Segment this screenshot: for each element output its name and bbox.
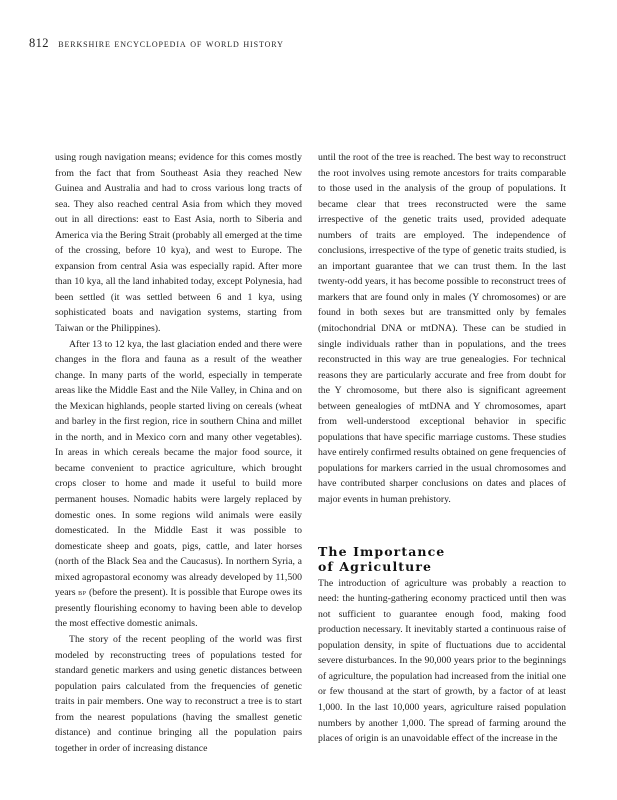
page-number: 812	[29, 36, 49, 50]
section-heading	[318, 544, 566, 574]
body-paragraph: The introduction of agriculture was probably a reaction to need: the hunting-gathering economy practiced until then was not sufficient to guarantee enough food, making food production necessary. It inevitably started a continuous raise of population density, in spite of fluctuations due to accidental severe disturbances. In the 90,000 years prior to the beginnings of agriculture, the population had increased from the initial one or few thousand at the start of growth, by a factor of at least 1,000. In the last 10,000 years, agriculture raised population numbers by another 1,000. The spread of farming around the places of origin is an unavoidable effect of the increase in the	[318, 577, 566, 745]
body-paragraph: using rough navigation means; evidence for this comes mostly from the fact that from Southeast Asia they reached New Guinea and Australia and had to cross various long tracts of sea. They also reached central Asia from which they moved out in all directions: east to East Asia, north to Siberia and America via the Bering Strait (probably all emerged at the time of the crossing, before 10 kya), and west to Europe. The expansion from central Asia was especially rapid. After more than 10 kya, all the land inhabited today, except Polynesia, had been settled (it was settled between 6 and 1 kya, using sophisticated boats and navigation systems, starting from Taiwan or the Philippines).	[55, 152, 302, 335]
left-column	[55, 150, 302, 756]
section-heading-line: The Importance	[318, 543, 446, 559]
paragraph-text: (before the present). It is possible that Europe owes its presently flourishing economy to having been able to develop the most effective domestic animals.	[55, 587, 303, 630]
running-title: berkshire encyclopedia of world history	[58, 38, 284, 50]
bp-abbreviation: bp	[78, 587, 87, 598]
body-paragraph: until the root of the tree is reached. The best way to reconstruct the root involves using remote ancestors for traits comparable to those used in the analysis of the group of populations. It became clear that trees reconstructed were the same irrespective of the genetic traits used, provided adequate numbers of traits are employed. The independence of conclusions, irrespective of the type of genetic traits studied, is an important guarantee that we can trust them. In the last twenty-odd years, it has become possible to reconstruct trees of markers that are found only in males (Y chromosomes) or are found in both sexes but are transmitted only by females (mitochondrial DNA or mtDNA). These can be studied in single individuals rather than in populations, and the trees reconstructed in this way are true genealogies. For technical reasons they are particularly accurate and free from doubt for the Y chromosome, but there also is significant agreement between genealogies of mtDNA and Y chromosomes, apart from well-understood exceptional behavior in specific populations that have specific marriage customs. These studies have entirely confirmed results obtained on gene frequencies of populations for markers carried in the usual chromosomes and have contributed sharper conclusions on dates and places of major events in human prehistory.	[318, 152, 566, 506]
body-paragraph	[55, 337, 302, 632]
body-paragraph: The story of the recent peopling of the world was first modeled by reconstructing trees of populations tested for standard genetic markers and using genetic distances between population pairs calculated from the frequencies of genetic traits in pair members. One way to reconstruct a tree is to start from the nearest populations (having the smallest genetic distance) and continue bringing all the population pairs together in order of increasing distance	[55, 633, 302, 754]
running-head	[29, 36, 284, 51]
paragraph-text: After 13 to 12 kya, the last glaciation ended and there were changes in the flora and fauna as a result of the weather change. In many parts of the world, especially in temperate areas like the Middle East and the Nile Valley, in China and on the Mexican highlands, people started living on cereals (wheat and barley in the first region, rice in southern China and millet in the north, and in Mexico corn and many other vegetables). In areas in which cereals became the major food source, it became convenient to practice agriculture, which brought crops closer to home and made it useful to build more permanent houses. Nomadic habits were largely replaced by domestic ones. In some regions wild animals were easily domesticated. In the Middle East it was possible to domesticate sheep and goats, pigs, cattle, and later horses (north of the Black Sea and the Caucasus). In northern Syria, a mixed agropastoral economy was already developed by 11,500 years	[55, 338, 302, 599]
section-heading-line: of Agriculture	[318, 558, 433, 574]
right-column	[318, 150, 566, 747]
